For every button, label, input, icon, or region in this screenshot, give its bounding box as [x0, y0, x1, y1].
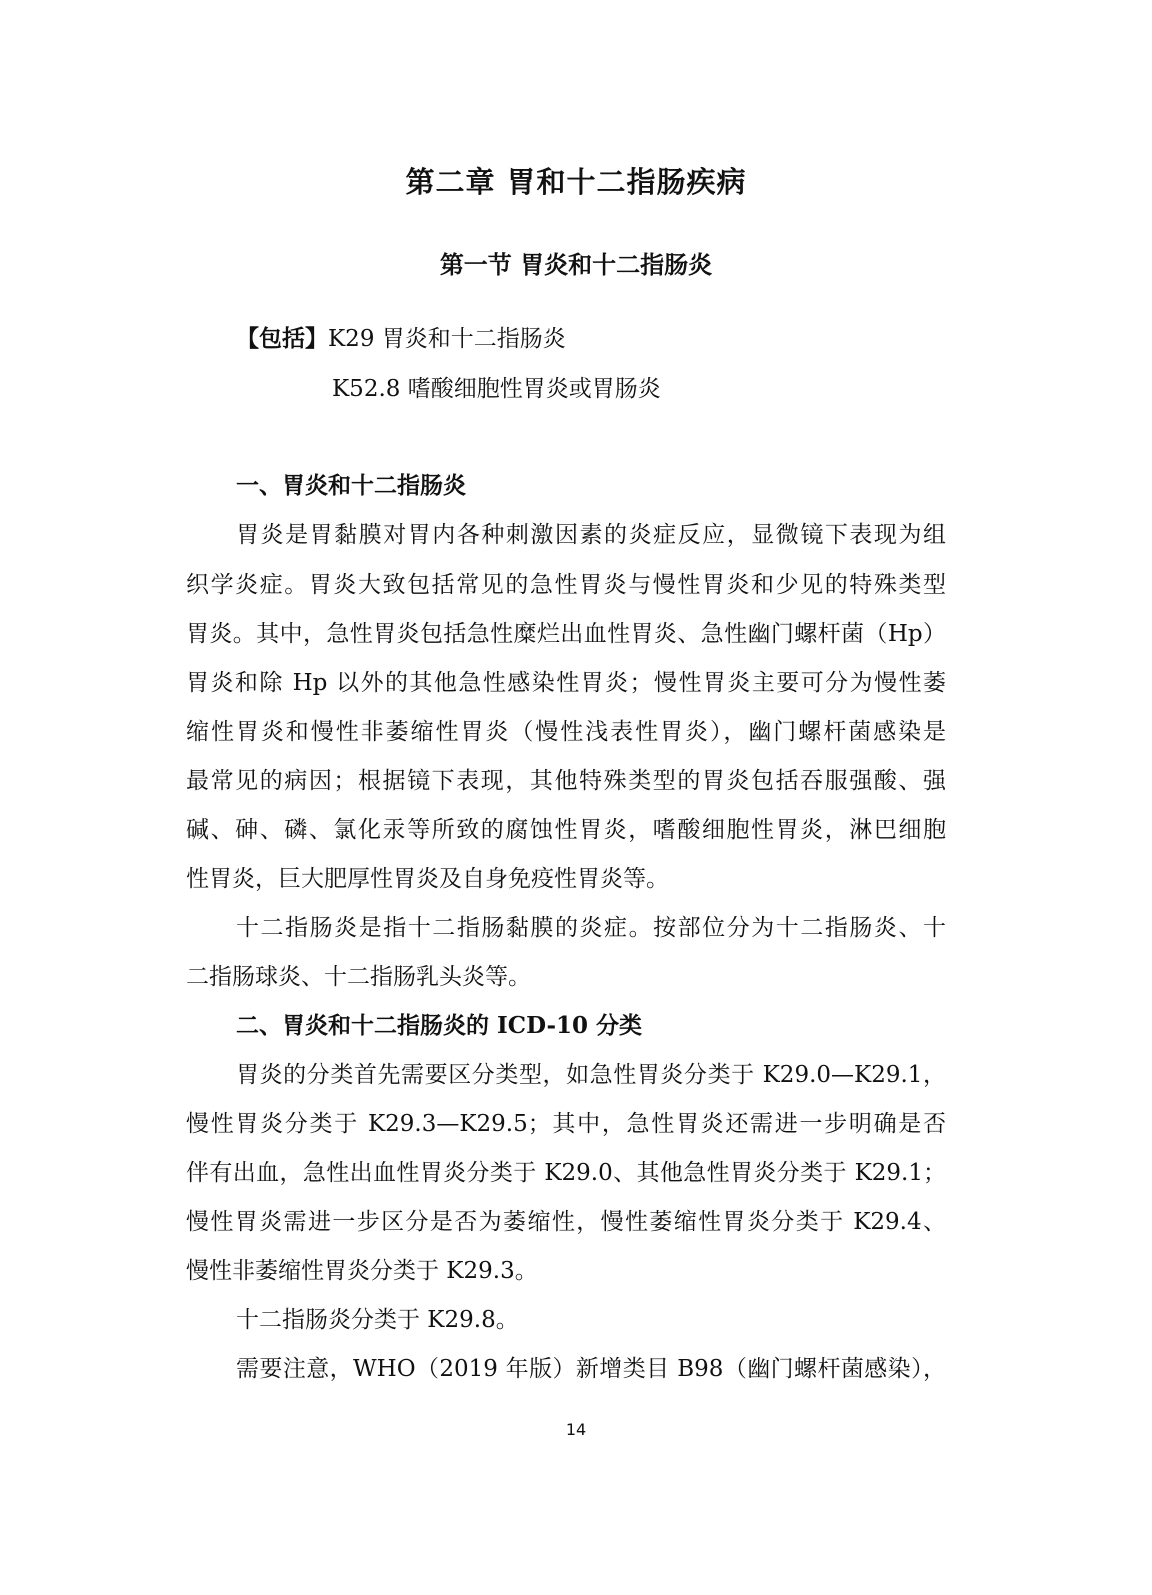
- paragraph-line: 最常见的病因；根据镜下表现，其他特殊类型的胃炎包括吞服强酸、强: [186, 768, 946, 794]
- include-label: 【包括】: [236, 325, 328, 352]
- paragraph-line: 胃炎是胃黏膜对胃内各种刺激因素的炎症反应，显微镜下表现为组: [236, 522, 946, 548]
- paragraph-line: 慢性胃炎需进一步区分是否为萎缩性，慢性萎缩性胃炎分类于 K29.4、: [186, 1209, 946, 1235]
- paragraph-line: 慢性胃炎分类于 K29.3—K29.5；其中，急性胃炎还需进一步明确是否: [186, 1111, 946, 1137]
- heading-part1: 一、胃炎和十二指肠炎: [236, 472, 466, 499]
- paragraph-line: 十二指肠炎分类于 K29.8。: [236, 1307, 519, 1333]
- paragraph-line: 胃炎和除 Hp 以外的其他急性感染性胃炎；慢性胃炎主要可分为慢性萎: [186, 670, 946, 696]
- include-line-2: K52.8 嗜酸细胞性胃炎或胃肠炎: [332, 376, 661, 402]
- paragraph-line: 胃炎。其中，急性胃炎包括急性糜烂出血性胃炎、急性幽门螺杆菌（Hp）: [186, 621, 946, 647]
- page-number: 14: [565, 1420, 587, 1439]
- paragraph-line: 性胃炎，巨大肥厚性胃炎及自身免疫性胃炎等。: [186, 866, 669, 892]
- paragraph-line: 十二指肠炎是指十二指肠黏膜的炎症。按部位分为十二指肠炎、十: [236, 915, 946, 941]
- include-code-k29: K29 胃炎和十二指肠炎: [328, 326, 566, 352]
- paragraph-line: 缩性胃炎和慢性非萎缩性胃炎（慢性浅表性胃炎），幽门螺杆菌感染是: [186, 719, 946, 745]
- paragraph-line: 伴有出血，急性出血性胃炎分类于 K29.0、其他急性胃炎分类于 K29.1；: [186, 1160, 946, 1186]
- include-line-1: [236, 320, 566, 353]
- paragraph-line: 碱、砷、磷、氯化汞等所致的腐蚀性胃炎，嗜酸细胞性胃炎，淋巴细胞: [186, 817, 946, 843]
- paragraph-line: 二指肠球炎、十二指肠乳头炎等。: [186, 964, 531, 990]
- chapter-title: 第二章 胃和十二指肠疾病: [405, 165, 747, 199]
- paragraph-line: 织学炎症。胃炎大致包括常见的急性胃炎与慢性胃炎和少见的特殊类型: [186, 572, 946, 598]
- section-title: 第一节 胃炎和十二指肠炎: [439, 250, 713, 279]
- paragraph-line: 胃炎的分类首先需要区分类型，如急性胃炎分类于 K29.0—K29.1，: [236, 1062, 946, 1088]
- paragraph-line: 需要注意，WHO（2019 年版）新增类目 B98（幽门螺杆菌感染），: [236, 1356, 946, 1382]
- paragraph-line: 慢性非萎缩性胃炎分类于 K29.3。: [186, 1258, 538, 1284]
- heading-part2: 二、胃炎和十二指肠炎的 ICD-10 分类: [236, 1012, 643, 1039]
